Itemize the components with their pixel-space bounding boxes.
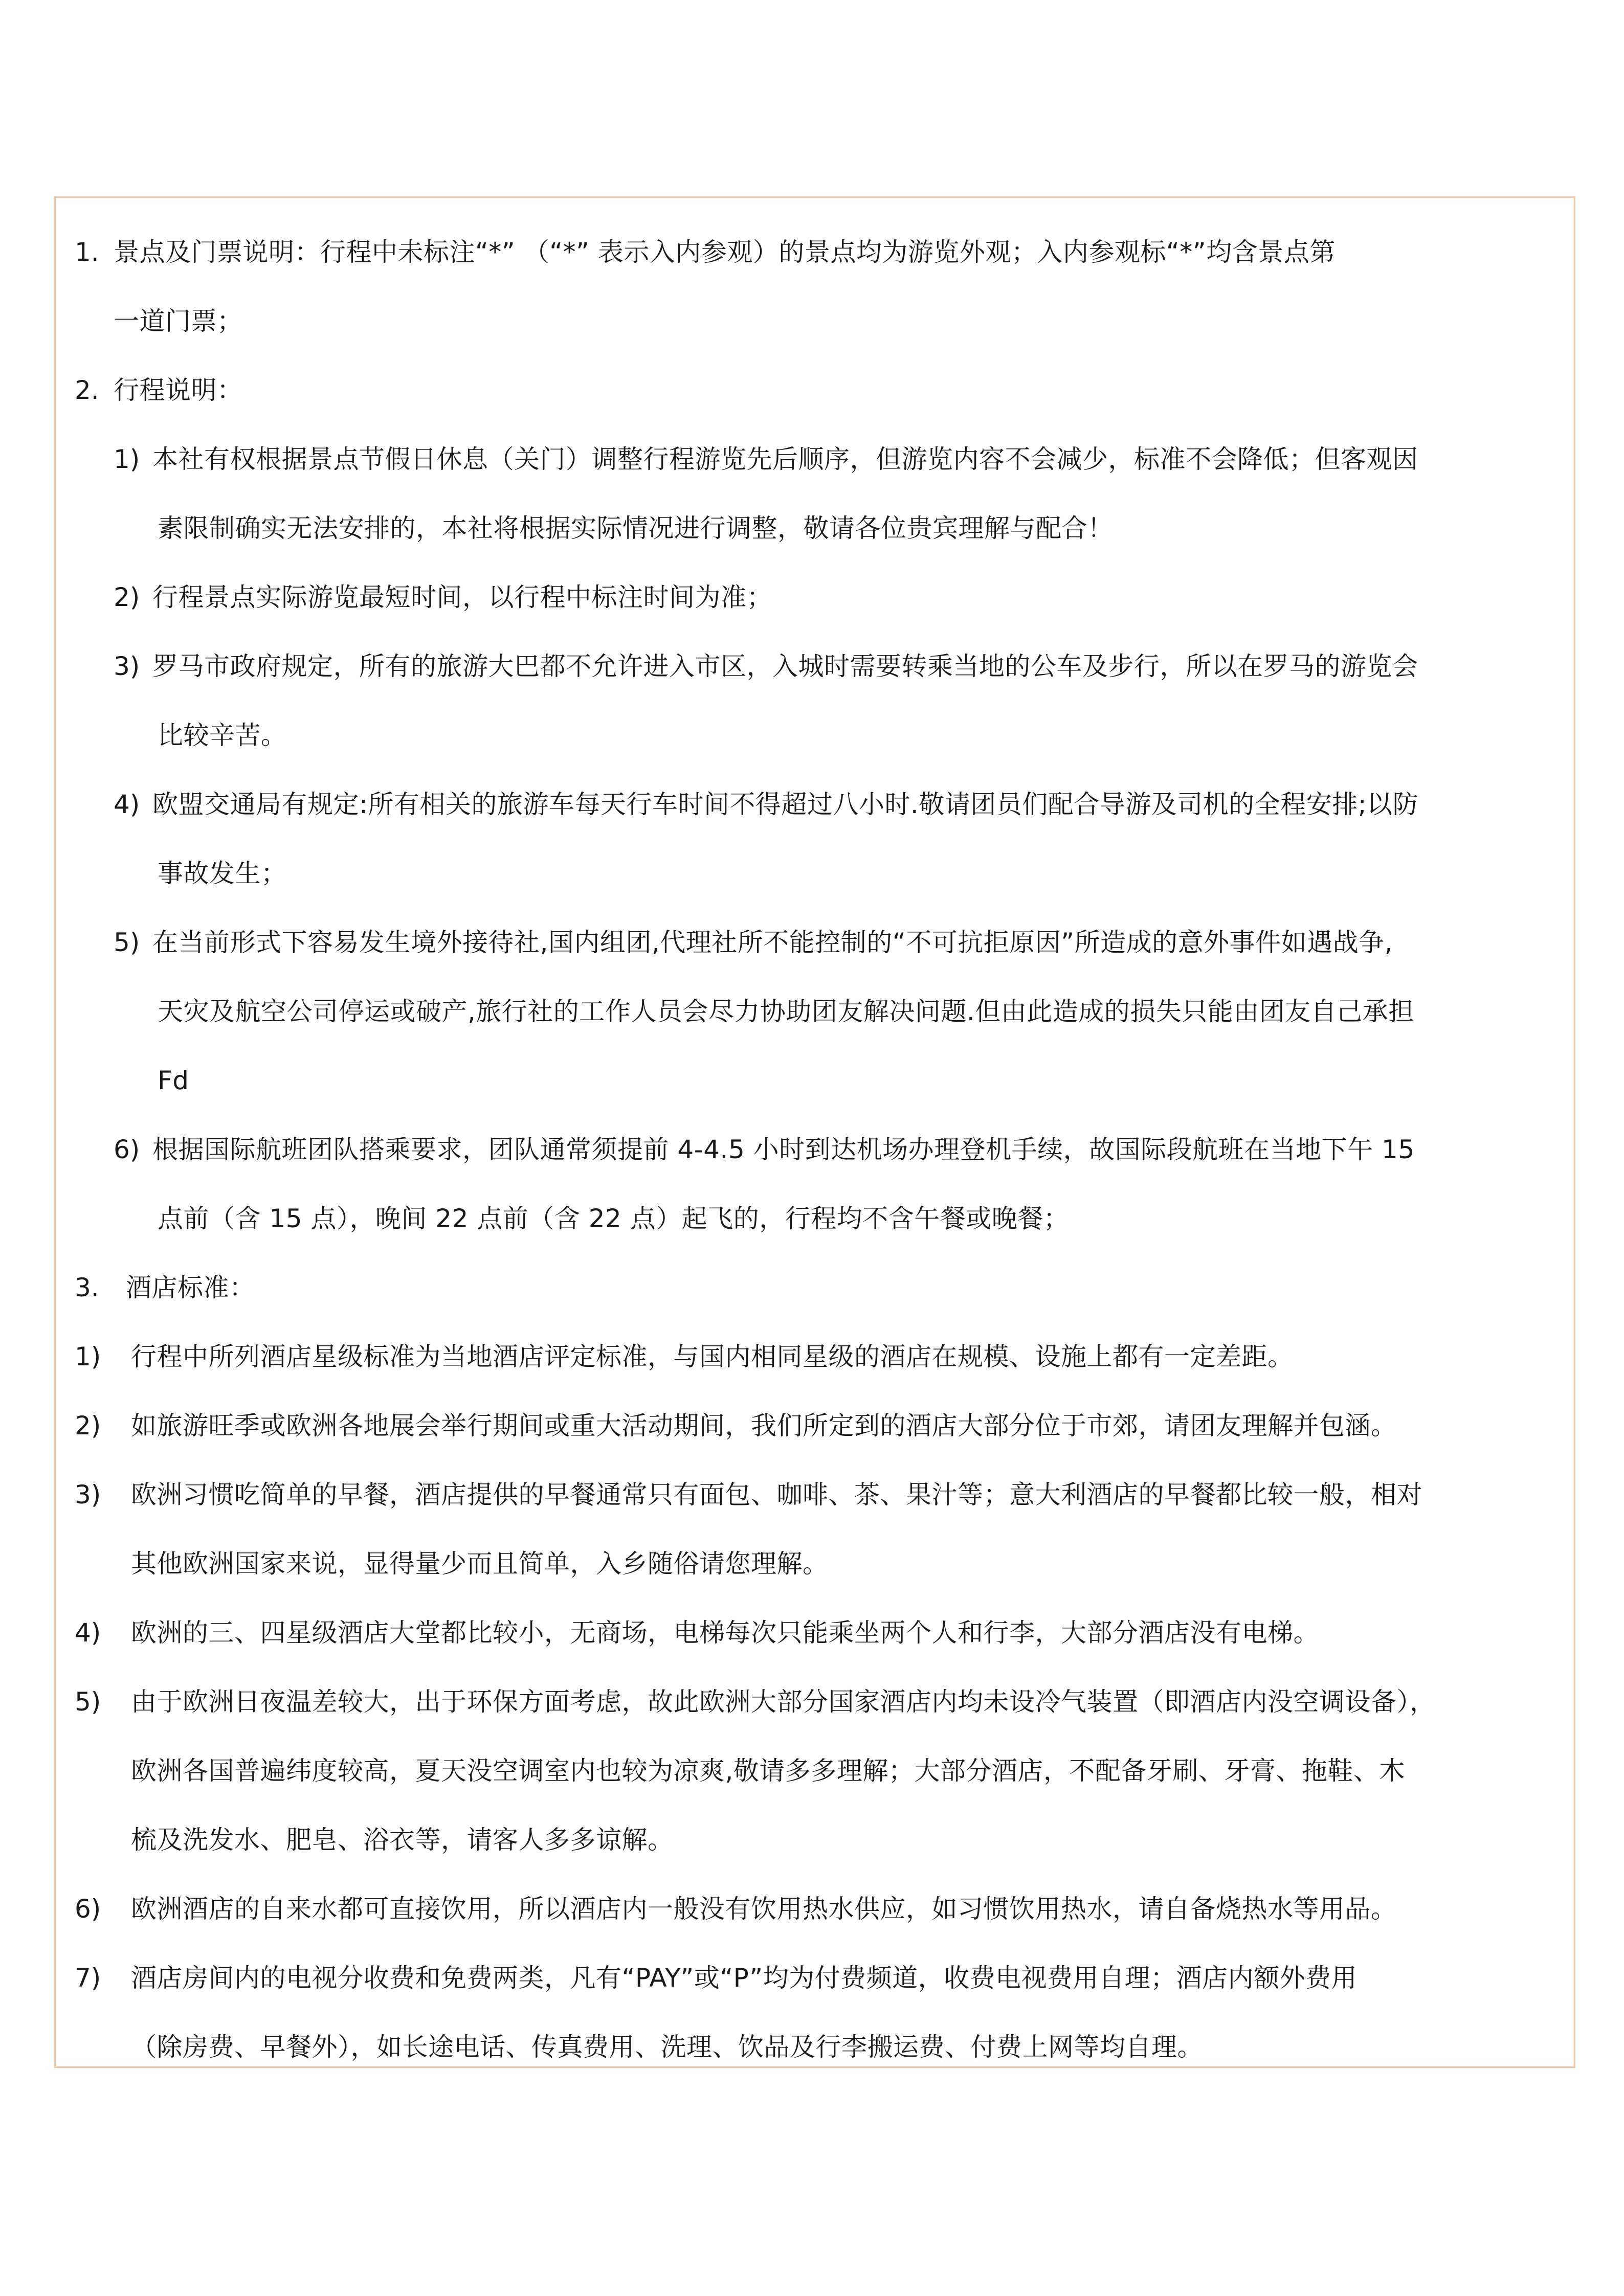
section-3-item-2-number: 2) <box>75 1411 101 1440</box>
section-2-item-2-number: 2) <box>114 582 140 612</box>
section-3-item-7-line-2: （除房费、早餐外），如长途电话、传真费用、洗理、饮品及行李搬运费、付费上网等均自理。 <box>131 2032 1203 2062</box>
section-2-item-1-line-2: 素限制确实无法安排的，本社将根据实际情况进行调整，敬请各位贵宾理解与配合！ <box>158 513 1114 543</box>
section-3-item-7-line-1: 酒店房间内的电视分收费和免费两类，凡有“PAY”或“P”均为付费频道，收费电视费用自理；酒店内额外费用 <box>131 1963 1358 1993</box>
section-3-heading: 酒店标准： <box>126 1273 255 1302</box>
section-2-heading: 行程说明： <box>114 375 243 405</box>
section-3-number: 3. <box>75 1273 99 1302</box>
section-3-item-3-line-1: 欧洲习惯吃简单的早餐，酒店提供的早餐通常只有面包、咖啡、茶、果汁等；意大利酒店的早餐都比较一般，相对 <box>131 1480 1422 1510</box>
section-2-item-3-line-1: 罗马市政府规定，所有的旅游大巴都不允许进入市区，入城时需要转乘当地的公车及步行，所以在罗马的游览会 <box>152 651 1418 681</box>
section-2-item-4-number: 4) <box>114 790 140 819</box>
section-2-item-1-number: 1) <box>114 444 140 474</box>
section-2-item-3-number: 3) <box>114 651 140 681</box>
section-1-line-2: 一道门票； <box>114 306 243 336</box>
section-2-item-1-line-1: 本社有权根据景点节假日休息（关门）调整行程游览先后顺序，但游览内容不会减少，标准不会降低；但客观因 <box>152 444 1418 474</box>
section-3-item-5-line-1: 由于欧洲日夜温差较大，出于环保方面考虑，故此欧洲大部分国家酒店内均未设冷气装置（即酒店内没空调设备）， <box>131 1687 1436 1717</box>
section-3-item-3-number: 3) <box>75 1480 101 1510</box>
section-3-item-4-number: 4) <box>75 1618 101 1648</box>
section-2-item-6-number: 6) <box>114 1135 140 1164</box>
section-2-item-5-line-2: 天灾及航空公司停运或破产,旅行社的工作人员会尽力协助团友解决问题.但由此造成的损失只能由团友自己承担 <box>158 997 1414 1026</box>
section-3-item-5-line-3: 梳及洗发水、肥皂、浴衣等，请客人多多谅解。 <box>131 1825 674 1855</box>
section-2-item-6-line-2: 点前（含 15 点），晚间 22 点前（含 22 点）起飞的，行程均不含午餐或晚餐； <box>158 1204 1070 1233</box>
section-3-item-6-line-1: 欧洲酒店的自来水都可直接饮用，所以酒店内一般没有饮用热水供应，如习惯饮用热水，请自备烧热水等用品。 <box>131 1894 1397 1924</box>
section-3-item-7-number: 7) <box>75 1963 101 1993</box>
section-2-item-5-line-3: Fd <box>158 1066 189 1095</box>
section-2-item-5-line-1: 在当前形式下容易发生境外接待社,国内组团,代理社所不能控制的“不可抗拒原因”所造成的意外事件如遇战争, <box>152 928 1393 957</box>
section-3-item-4-line-1: 欧洲的三、四星级酒店大堂都比较小，无商场，电梯每次只能乘坐两个人和行李，大部分酒店没有电梯。 <box>131 1618 1319 1648</box>
section-3-item-3-line-2: 其他欧洲国家来说，显得量少而且简单，入乡随俗请您理解。 <box>131 1549 829 1579</box>
section-2-item-4-line-2: 事故发生； <box>158 859 287 888</box>
section-3-item-1-number: 1) <box>75 1342 101 1371</box>
section-3-item-5-line-2: 欧洲各国普遍纬度较高，夏天没空调室内也较为凉爽,敬请多多理解；大部分酒店，不配备牙刷、牙膏、拖鞋、木 <box>131 1756 1405 1786</box>
section-2-item-2-line-1: 行程景点实际游览最短时间，以行程中标注时间为准； <box>152 582 772 612</box>
section-1-line-1: 景点及门票说明：行程中未标注“*” （“*” 表示入内参观）的景点均为游览外观；入内参观标“*”均含景点第 <box>114 237 1336 267</box>
section-2-number: 2. <box>75 375 99 405</box>
section-3-item-6-number: 6) <box>75 1894 101 1924</box>
section-3-item-5-number: 5) <box>75 1687 101 1717</box>
section-2-item-5-number: 5) <box>114 928 140 957</box>
section-2-item-6-line-1: 根据国际航班团队搭乘要求，团队通常须提前 4-4.5 小时到达机场办理登机手续，故国际段航班在当地下午 15 <box>152 1135 1415 1164</box>
notice-box <box>54 196 1575 2068</box>
section-2-item-4-line-1: 欧盟交通局有规定:所有相关的旅游车每天行车时间不得超过八小时.敬请团员们配合导游及司机的全程安排;以防 <box>152 790 1419 819</box>
section-3-item-2-line-1: 如旅游旺季或欧洲各地展会举行期间或重大活动期间，我们所定到的酒店大部分位于市郊，请团友理解并包涵。 <box>131 1411 1397 1440</box>
section-1-number: 1. <box>75 237 99 267</box>
section-2-item-3-line-2: 比较辛苦。 <box>158 721 287 750</box>
section-3-item-1-line-1: 行程中所列酒店星级标准为当地酒店评定标准，与国内相同星级的酒店在规模、设施上都有一定差距。 <box>131 1342 1294 1371</box>
